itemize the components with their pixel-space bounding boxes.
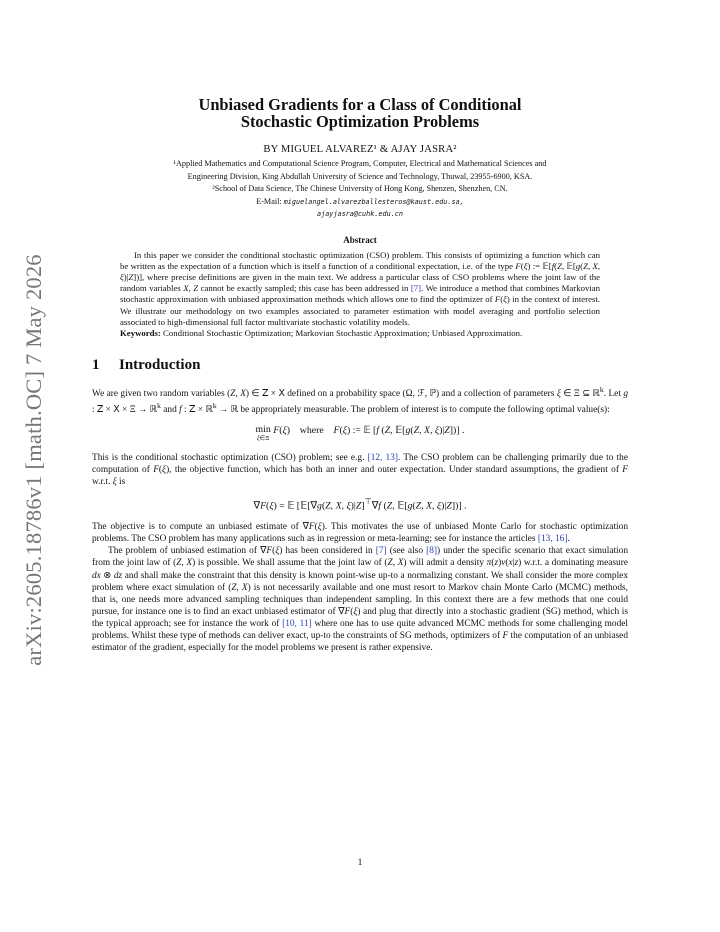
equation-objective: min ξ∈Ξ F(ξ) where F(ξ) := 𝔼 [f (Z, 𝔼[g(Z, X, ξ)|Z])] . xyxy=(255,423,465,442)
affiliation-2: ²School of Data Science, The Chinese University of Hong Kong, Shenzen, Shenzhen, CN. xyxy=(212,184,508,193)
section-heading xyxy=(92,357,628,374)
paper-page xyxy=(92,96,628,654)
section-number: 1 xyxy=(92,357,100,374)
citation-link[interactable]: [13, 16] xyxy=(537,534,568,545)
equation-gradient: ∇F(ξ) = 𝔼 [𝔼[∇g(Z, X, ξ)|Z]⊤∇f (Z, 𝔼[g(Z, X, ξ)|Z])] . xyxy=(253,496,467,512)
author-line: BY MIGUEL ALVAREZ¹ & AJAY JASRA² xyxy=(263,144,457,155)
keywords-line xyxy=(120,328,600,339)
keywords-label: Keywords: xyxy=(120,327,161,338)
email-label: E-Mail: xyxy=(256,196,282,206)
page-number: 1 xyxy=(357,858,363,868)
citation-link[interactable]: [7] xyxy=(410,283,422,294)
arxiv-stamp xyxy=(0,0,50,932)
keywords-text: Conditional Stochastic Optimization; Markovian Stochastic Approximation; Unbiased Approximation. xyxy=(163,327,523,338)
abstract-text xyxy=(120,250,600,340)
affiliation-1-line-1: ¹Applied Mathematics and Computational Science Program, Computer, Electrical and Mathematical Sciences and xyxy=(173,159,547,168)
citation-link[interactable]: [10, 11] xyxy=(282,618,312,629)
citation-link[interactable]: [7] xyxy=(375,546,387,557)
section-title: Introduction xyxy=(119,357,201,374)
title-line-2: Stochastic Optimization Problems xyxy=(240,112,480,131)
email-2[interactable]: ajayjasra@cuhk.edu.cn xyxy=(317,210,403,218)
paragraph-4: The problem of unbiased estimation of ∇F(ξ) has been considered in [7] (see also [8]) under the specific scenario that exact simulation from the joint law of (Z, X) is possible. We shall assume that the joint law of (Z, X) will admit a density π(z)ν(x|z) w.r.t. a dominating measure dx ⊗ dz and shall make the constraint that this density is known point-wise up-to a normalizing constant. We shall consider the more complex problem where exact simulation of (Z, X) is not necessarily available and one must resort to Markov chain Monte Carlo (MCMC) methods, that is, one needs more advanced sampling techniques than independent sampling. In this context there are a few methods that one could pursue, for instance one is to find an exact unbiased estimator of ∇F(ξ) and plug that directly into a stochastic gradient (SG) method, which is the typical approach; see for instance the work of [10, 11] where one has to use quite advanced MCMC methods for some challenging model problems. Whilst these type of methods can deliver exact, up-to the constraints of SG methods, optimizers of F the computation of an unbiased estimator of the gradient, especially for the model problems we present is rather expensive. xyxy=(92,546,628,654)
email-1[interactable]: miguelangel.alvarezballesteros@kaust.edu.sa, xyxy=(283,197,464,206)
paragraph-2: This is the conditional stochastic optimization (CSO) problem; see e.g. [12, 13]. The CSO problem can be challenging primarily due to the computation of F(ξ), the objective function, which has both an inner and outer expectation. Under standard assumptions, the gradient of F w.r.t. ξ is xyxy=(92,452,628,487)
affiliations xyxy=(92,158,628,221)
arxiv-identifier: arXiv:2605.18786v1 [math.OC] 7 May 2026 xyxy=(21,254,46,666)
title-line-1: Unbiased Gradients for a Class of Conditional xyxy=(198,95,522,114)
citation-link[interactable]: [12, 13] xyxy=(367,452,399,463)
abstract-paragraph: In this paper we consider the conditional stochastic optimization (CSO) problem. This consists of optimizing a function which can be written as the expectation of a function which is itself a function of a conditional expectation, i.e. of the type F(ξ) := 𝔼[f(Z, 𝔼[g(Z, X, ξ)|Z])], where precise definitions are given in the main text. We address a particular class of CSO problems where the joint law of the random variables X, Z cannot be exactly sampled; this case has been addressed in [7]. We introduce a method that combines Markovian stochastic approximation with unbiased approximation methods which allows one to find the optimizer of F(ξ) in the context of interest. We illustrate our methodology on two examples associated to parameter estimation with model averaging and portfolio selection associated to high-dimensional full factor multivariate stochastic volatility models. xyxy=(120,249,601,327)
paragraph-3: The objective is to compute an unbiased estimate of ∇F(ξ). This motivates the use of unbiased Monte Carlo for stochastic optimization problems. The CSO problem has many applications such as in regression or meta-learning; see for instance the articles [13, 16]. xyxy=(92,522,628,545)
email-line xyxy=(92,196,628,209)
paper-title xyxy=(92,96,628,130)
abstract-heading: Abstract xyxy=(343,234,377,245)
affiliation-1-line-2: Engineering Division, King Abdullah University of Science and Technology, Thuwal, 23955-6900, KSA. xyxy=(187,171,533,181)
section-body xyxy=(92,384,628,654)
paragraph-1: We are given two random variables (Z, X) ∈ 𝖹 × 𝖷 defined on a probability space (Ω, ℱ, ℙ) and a collection of parameters ξ ∈ Ξ ⊆ ℝ$^k$. Let g : 𝖹 × 𝖷 × Ξ → ℝ$^k$ and f : 𝖹 × ℝ$^k$ → ℝ be appropriately measurable. The problem of interest is to compute the following optimal value(s): xyxy=(92,385,629,416)
citation-link[interactable]: [8] xyxy=(426,546,438,557)
